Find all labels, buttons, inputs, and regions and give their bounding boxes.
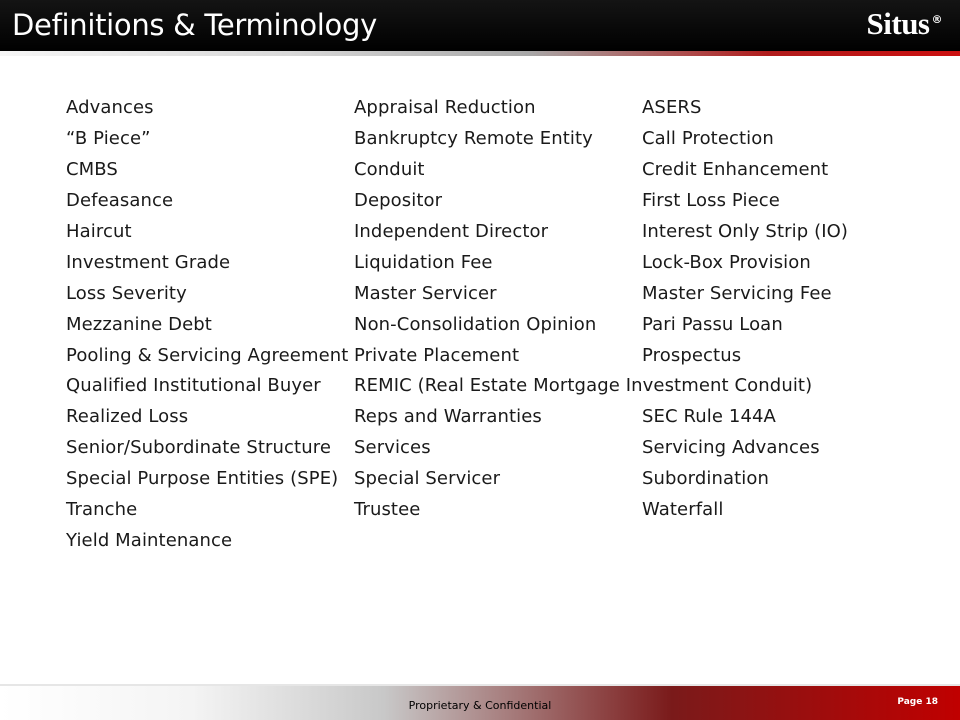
term-item: Special Servicer bbox=[354, 468, 501, 489]
term-item: Haircut bbox=[66, 221, 132, 242]
term-item: Subordination bbox=[642, 468, 770, 489]
term-item: Interest Only Strip (IO) bbox=[642, 221, 848, 242]
term-item: Master Servicing Fee bbox=[642, 283, 832, 304]
term-item: Credit Enhancement bbox=[642, 159, 829, 180]
term-item: Private Placement bbox=[354, 345, 520, 366]
slide-footer bbox=[0, 686, 960, 720]
term-item: Prospectus bbox=[642, 345, 742, 366]
term-item: Senior/Subordinate Structure bbox=[66, 437, 331, 458]
logo-text: Situs bbox=[866, 6, 930, 41]
term-item: Defeasance bbox=[66, 190, 174, 211]
term-item: Mezzanine Debt bbox=[66, 314, 212, 335]
term-item: Liquidation Fee bbox=[354, 252, 493, 273]
term-item: ASERS bbox=[642, 97, 702, 118]
term-item: Reps and Warranties bbox=[354, 406, 542, 427]
term-item: Bankruptcy Remote Entity bbox=[354, 128, 593, 149]
term-item: Pooling & Servicing Agreement bbox=[66, 345, 349, 366]
page-number: Page 18 bbox=[897, 697, 938, 707]
term-item: Lock-Box Provision bbox=[642, 252, 811, 273]
term-item: Non-Consolidation Opinion bbox=[354, 314, 597, 335]
term-item: “B Piece” bbox=[66, 128, 151, 149]
term-item: Waterfall bbox=[642, 499, 724, 520]
term-item: Investment Grade bbox=[66, 252, 231, 273]
term-item: Services bbox=[354, 437, 431, 458]
term-item: Conduit bbox=[354, 159, 425, 180]
registered-mark: ® bbox=[931, 12, 942, 26]
confidential-notice: Proprietary & Confidential bbox=[408, 699, 552, 712]
page-title: Definitions & Terminology bbox=[12, 8, 377, 42]
term-item: Appraisal Reduction bbox=[354, 97, 536, 118]
term-item: Call Protection bbox=[642, 128, 774, 149]
term-item: REMIC (Real Estate Mortgage Investment Conduit) bbox=[354, 375, 813, 396]
term-item: Loss Severity bbox=[66, 283, 187, 304]
term-item: Special Purpose Entities (SPE) bbox=[66, 468, 339, 489]
term-item: Qualified Institutional Buyer bbox=[66, 375, 321, 396]
term-item: Pari Passu Loan bbox=[642, 314, 783, 335]
term-item: Independent Director bbox=[354, 221, 549, 242]
term-item: Depositor bbox=[354, 190, 443, 211]
term-item: First Loss Piece bbox=[642, 190, 780, 211]
term-item: SEC Rule 144A bbox=[642, 406, 776, 427]
term-item: Trustee bbox=[354, 499, 421, 520]
term-item: Realized Loss bbox=[66, 406, 189, 427]
term-item: Servicing Advances bbox=[642, 437, 820, 458]
term-item: Yield Maintenance bbox=[66, 530, 233, 551]
term-item: CMBS bbox=[66, 159, 118, 180]
term-item: Advances bbox=[66, 97, 154, 118]
term-item: Master Servicer bbox=[354, 283, 497, 304]
term-item: Tranche bbox=[66, 499, 138, 520]
